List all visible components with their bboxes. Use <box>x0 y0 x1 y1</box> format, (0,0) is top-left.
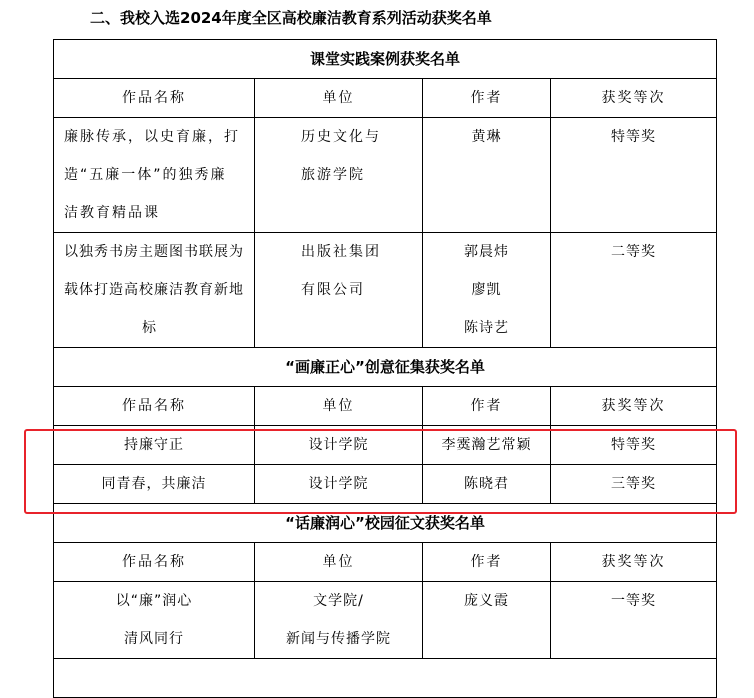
unit-line: 设计学院 <box>308 476 369 492</box>
cell-unit <box>255 426 423 465</box>
name-line: 载体打造高校廉洁教育新地 <box>64 282 244 298</box>
cell-author <box>423 233 551 348</box>
author-line: 黄琳 <box>471 129 502 145</box>
column-header-row <box>54 543 717 582</box>
section-title: “话廉润心”校园征文获奖名单 <box>54 504 717 543</box>
author-line: 陈晓君 <box>464 476 509 492</box>
unit-line: 有限公司 <box>301 282 365 298</box>
name-line: 洁教育精品课 <box>64 205 160 221</box>
award-text: 三等奖 <box>611 476 656 492</box>
table-row <box>54 582 717 659</box>
header-author: 作者 <box>423 79 551 118</box>
column-header-row <box>54 387 717 426</box>
table-row <box>54 118 717 233</box>
author-line: 李霙瀚艺常颖 <box>441 437 532 453</box>
cell-award <box>551 426 717 465</box>
page-heading: 二、我校入选2024年度全区高校廉洁教育系列活动获奖名单 <box>90 9 492 27</box>
award-table <box>53 39 717 698</box>
name-line: 廉脉传承，以史育廉，打 <box>64 129 240 145</box>
table-row <box>54 426 717 465</box>
column-header-row <box>54 79 717 118</box>
cell-author <box>423 118 551 233</box>
unit-line: 新闻与传播学院 <box>286 631 391 647</box>
section-title-row <box>54 348 717 387</box>
cell-author <box>423 582 551 659</box>
name-line: 清风同行 <box>124 631 184 647</box>
header-unit: 单位 <box>255 79 423 118</box>
author-line: 陈诗艺 <box>464 320 509 336</box>
header-author: 作者 <box>423 543 551 582</box>
header-work-name: 作品名称 <box>54 79 255 118</box>
cell-award <box>551 118 717 233</box>
name-line: 以独秀书房主题图书联展为 <box>64 244 244 260</box>
cell-unit <box>255 582 423 659</box>
header-author: 作者 <box>423 387 551 426</box>
cell-author <box>423 426 551 465</box>
name-line: 以“廉”润心 <box>115 593 193 609</box>
author-line: 庞义霞 <box>464 593 509 609</box>
cell-work-name <box>54 426 255 465</box>
empty-cell <box>54 659 717 698</box>
section-title: “画廉正心”创意征集获奖名单 <box>54 348 717 387</box>
cell-award <box>551 465 717 504</box>
section-title-row <box>54 40 717 79</box>
cell-unit <box>255 233 423 348</box>
table-row <box>54 233 717 348</box>
unit-line: 设计学院 <box>308 437 369 453</box>
header-unit: 单位 <box>255 387 423 426</box>
cell-award <box>551 582 717 659</box>
cell-work-name <box>54 465 255 504</box>
section-title-row <box>54 504 717 543</box>
cell-author <box>423 465 551 504</box>
name-line: 标 <box>142 320 158 336</box>
cell-work-name <box>54 118 255 233</box>
award-text: 一等奖 <box>611 593 656 609</box>
cell-work-name <box>54 233 255 348</box>
cell-work-name <box>54 582 255 659</box>
cell-unit <box>255 465 423 504</box>
name-line: 持廉守正 <box>124 437 184 453</box>
header-unit: 单位 <box>255 543 423 582</box>
author-line: 郭晨炜 <box>464 244 509 260</box>
name-line: 同青春，共廉洁 <box>101 476 207 492</box>
unit-line: 历史文化与 <box>301 129 381 145</box>
name-line: 造“五廉一体”的独秀廉 <box>64 167 227 183</box>
award-text: 特等奖 <box>611 437 656 453</box>
header-work-name: 作品名称 <box>54 543 255 582</box>
unit-line: 旅游学院 <box>301 167 365 183</box>
header-award: 获奖等次 <box>551 387 717 426</box>
table-row-empty <box>54 659 717 698</box>
header-award: 获奖等次 <box>551 543 717 582</box>
cell-award <box>551 233 717 348</box>
award-text: 二等奖 <box>611 244 656 260</box>
section-title: 课堂实践案例获奖名单 <box>54 40 717 79</box>
award-text: 特等奖 <box>611 129 656 145</box>
header-award: 获奖等次 <box>551 79 717 118</box>
cell-unit <box>255 118 423 233</box>
unit-line: 文学院/ <box>313 593 364 609</box>
author-line: 廖凯 <box>471 282 502 298</box>
unit-line: 出版社集团 <box>301 244 381 260</box>
table-row <box>54 465 717 504</box>
header-work-name: 作品名称 <box>54 387 255 426</box>
